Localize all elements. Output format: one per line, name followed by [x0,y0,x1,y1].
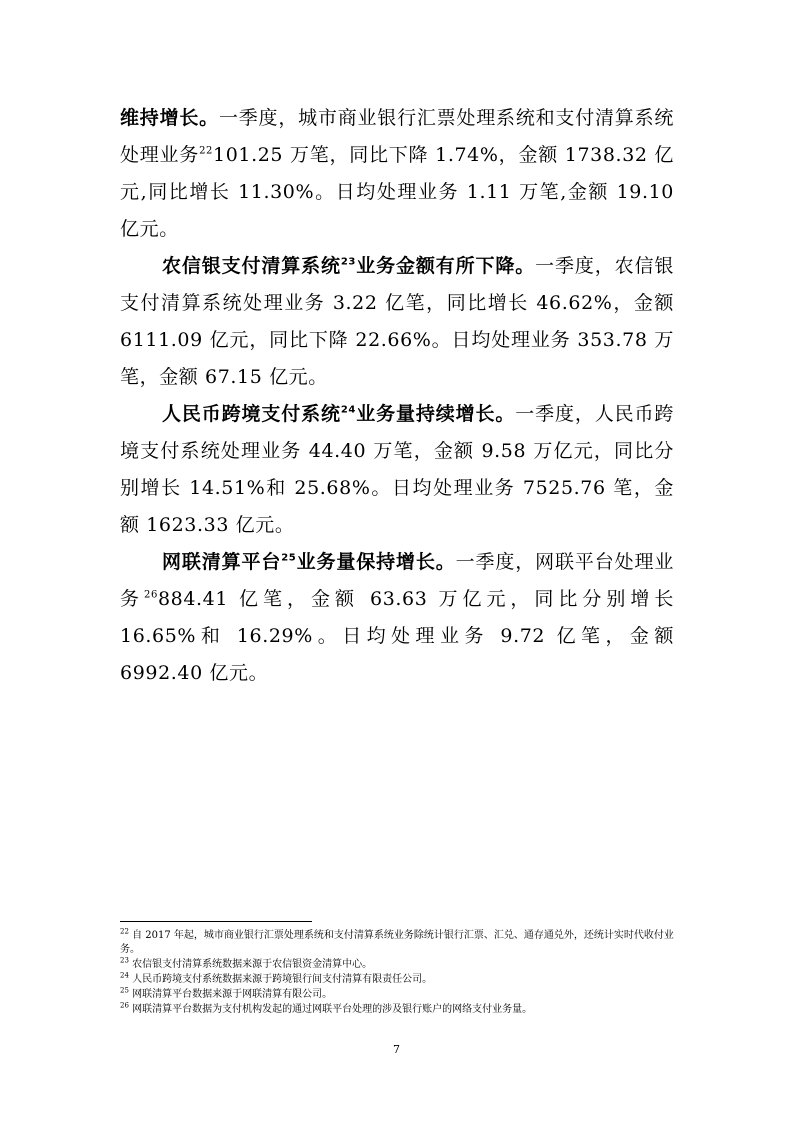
footnote-22 [120,929,674,957]
paragraph-text: 884.41 亿笔，金额 63.63 万亿元，同比分别增长 16.65%和 16.29%。日均处理业务 9.72 亿笔，金额 6992.40 亿元。 [120,588,674,684]
page-number: 7 [393,1043,400,1056]
footnote-text: 网联清算平台数据来源于网联清算有限公司。 [132,989,333,1000]
footnote-text: 自 2017 年起，城市商业银行汇票处理系统和支付清算系统业务除统计银行汇票、汇兑、通存通兑外，还统计实时代收付业务。 [120,930,674,955]
footnote-number: 26 [120,1001,129,1010]
paragraph-text: 一季度，农信银支付清算系统处理业务 3.22 亿笔，同比增长 46.62%，金额 6111.09 亿元，同比下降 22.66%。日均处理业务 353.78 万笔，金额 67.15 亿元。 [120,255,675,388]
paragraph-nets-union [120,544,674,692]
footnote-24 [120,973,674,987]
footnote-number: 22 [120,927,129,936]
footnote-26 [120,1003,674,1017]
footnote-number: 25 [120,986,129,995]
paragraph-city-commercial-bank [120,100,674,248]
footnote-number: 24 [120,971,129,980]
paragraph-text: 一季度，人民币跨境支付系统处理业务 44.40 万笔，金额 9.58 万亿元，同比分别增长 14.51%和 25.68%。日均处理业务 7525.76 笔，金额 1623.33 亿元。 [120,403,674,536]
footnote-25 [120,988,674,1002]
footnote-23 [120,958,674,972]
footnote-text: 网联清算平台数据为支付机构发起的通过网联平台处理的涉及银行账户的网络支付业务量。 [132,1004,533,1015]
footnote-separator [120,921,312,922]
paragraph-heading: 业务量持续增长。 [356,403,516,425]
paragraph-heading: 业务量保持增长。 [296,551,456,573]
footnote-number: 23 [120,956,129,965]
footnote-ref-23[interactable]: 23 [340,256,356,268]
paragraph-text: 101.25 万笔，同比下降 1.74%，金额 1738.32 亿元,同比增长 11.30%。日均处理业务 1.11 万笔,金额 19.10 亿元。 [120,144,674,240]
paragraph-heading: 业务金额有所下降。 [356,255,536,277]
paragraph-heading: 人民币跨境支付系统 [162,403,341,425]
paragraph-text: 一季度，城市商业银行汇票处理系统和支付清算系统处理业务 [120,107,674,166]
body-text [120,100,674,692]
footnote-ref-24[interactable]: 24 [340,404,356,416]
paragraph-heading: 网联清算平台 [162,551,282,573]
footnote-ref-25[interactable]: 25 [281,552,297,564]
footnote-ref-22[interactable]: 22 [199,145,214,157]
footnote-text: 人民币跨境支付系统数据来源于跨境银行间支付清算有限责任公司。 [132,974,433,985]
paragraph-heading: 维持增长。 [120,107,219,129]
paragraph-rural-credit [120,248,674,396]
footnote-text: 农信银支付清算系统数据来源于农信银资金清算中心。 [132,959,373,970]
paragraph-text: 一季度，网联平台处理业务 [120,551,674,610]
paragraph-cips [120,396,674,544]
paragraph-heading: 农信银支付清算系统 [162,255,341,277]
footnote-ref-26[interactable]: 26 [144,589,158,601]
footnotes [120,929,674,1018]
